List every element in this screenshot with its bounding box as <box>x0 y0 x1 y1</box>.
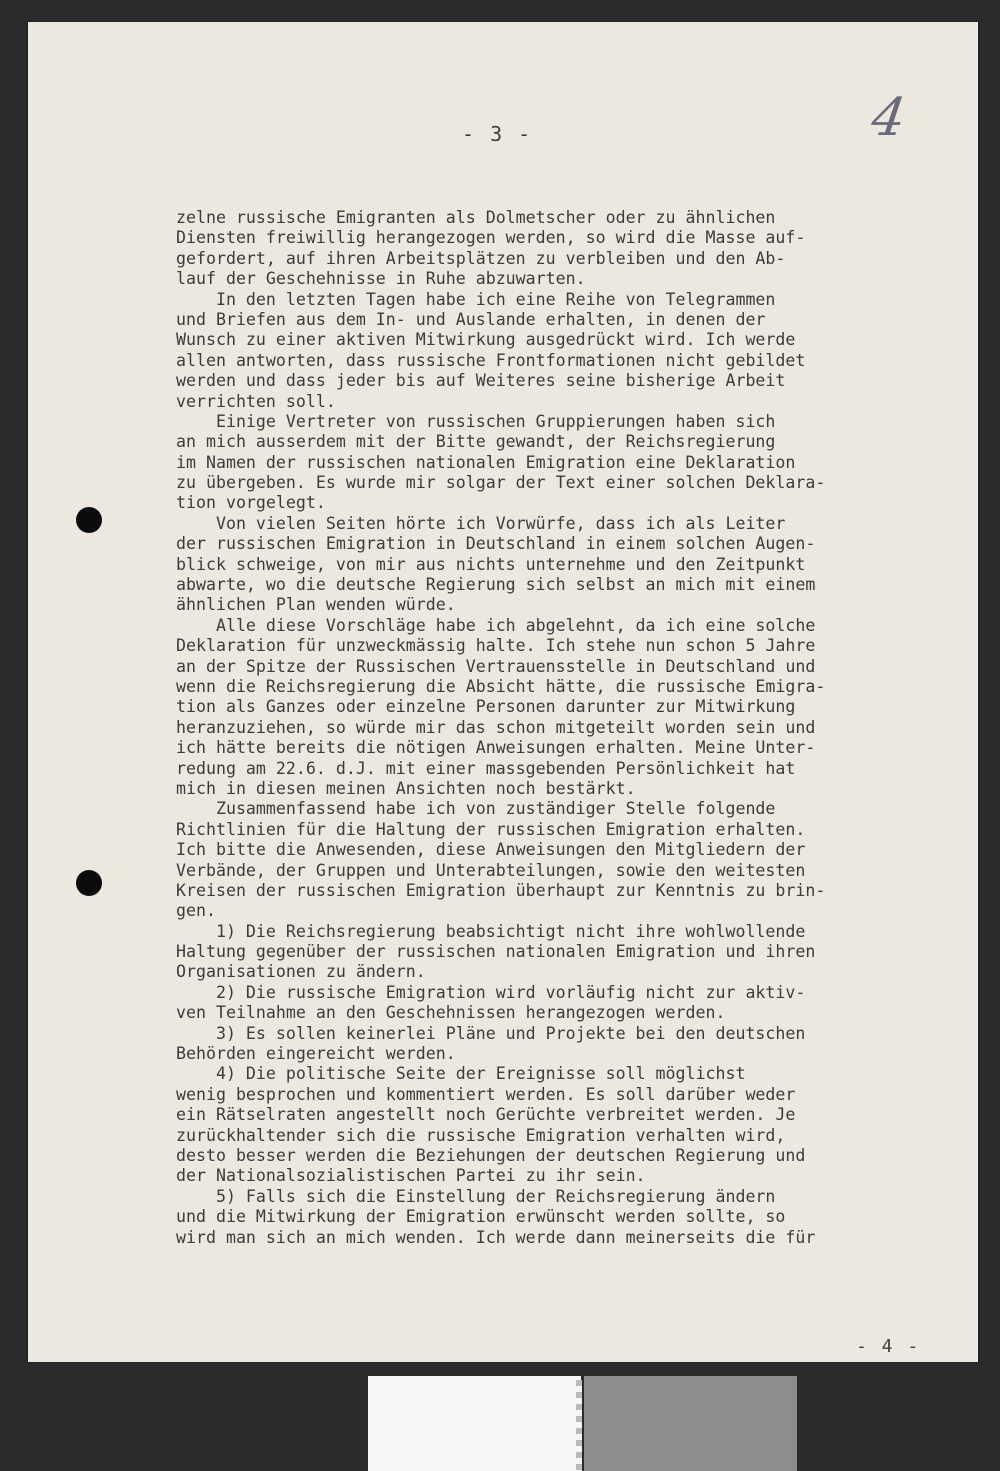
next-page-marker: - 4 - <box>856 1336 921 1357</box>
text-line: ven Teilnahme an den Geschehnissen herangezogen werden. <box>176 1003 726 1023</box>
text-line: an der Spitze der Russischen Vertrauensstelle in Deutschland und <box>176 656 816 676</box>
text-line: Verbände, der Gruppen und Unterabteilungen, sowie den weitesten <box>176 860 806 880</box>
text-line: zurückhaltender sich die russische Emigration verhalten wird, <box>176 1125 786 1145</box>
text-line: Einige Vertreter von russischen Gruppierungen haben sich <box>176 411 776 431</box>
text-line: Diensten freiwillig herangezogen werden, so wird die Masse auf- <box>176 228 806 248</box>
text-line: Behörden eingereicht werden. <box>176 1044 456 1064</box>
text-line: lauf der Geschehnisse in Ruhe abzuwarten. <box>176 269 586 289</box>
text-line: In den letzten Tagen habe ich eine Reihe von Telegrammen <box>176 289 776 309</box>
text-line: gefordert, auf ihren Arbeitsplätzen zu verbleiben und den Ab- <box>176 248 786 268</box>
text-line: Zusammenfassend habe ich von zuständiger Stelle folgende <box>176 799 776 819</box>
text-line: ähnlichen Plan wenden würde. <box>176 595 456 615</box>
text-line: tion vorgelegt. <box>176 493 326 513</box>
text-line: werden und dass jeder bis auf Weiteres seine bisherige Arbeit <box>176 371 786 391</box>
text-line: desto besser werden die Beziehungen der deutschen Regierung und <box>176 1145 806 1165</box>
text-line: an mich ausserdem mit der Bitte gewandt, der Reichsregierung <box>176 432 776 452</box>
text-line: heranzuziehen, so würde mir das schon mitgeteilt worden sein und <box>176 717 816 737</box>
text-line: wenn die Reichsregierung die Absicht hätte, die russische Emigra- <box>176 676 826 696</box>
text-line: im Namen der russischen nationalen Emigration eine Deklaration <box>176 452 796 472</box>
text-line: Kreisen der russischen Emigration überhaupt zur Kenntnis zu brin- <box>176 880 826 900</box>
text-line: tion als Ganzes oder einzelne Personen darunter zur Mitwirkung <box>176 697 796 717</box>
text-line: 1) Die Reichsregierung beabsichtigt nicht ihre wohlwollende <box>176 921 806 941</box>
text-line: Ich bitte die Anwesenden, diese Anweisungen den Mitgliedern der <box>176 840 806 860</box>
text-line: ich hätte bereits die nötigen Anweisungen erhalten. Meine Unter- <box>176 738 816 758</box>
text-line: Deklaration für unzweckmässig halte. Ich stehe nun schon 5 Jahre <box>176 636 816 656</box>
handwritten-folio-number: 4 <box>867 88 910 148</box>
punch-hole-lower <box>76 870 102 896</box>
text-line: wenig besprochen und kommentiert werden. Es soll darüber weder <box>176 1084 796 1104</box>
text-line: 2) Die russische Emigration wird vorläufig nicht zur aktiv- <box>176 982 806 1002</box>
text-line: der Nationalsozialistischen Partei zu ihr sein. <box>176 1166 646 1186</box>
text-line: gen. <box>176 901 216 921</box>
text-line: zelne russische Emigranten als Dolmetscher oder zu ähnlichen <box>176 208 776 227</box>
text-line: ein Rätselraten angestellt noch Gerüchte verbreitet werden. Je <box>176 1105 796 1125</box>
text-line: Organisationen zu ändern. <box>176 962 426 982</box>
calibration-card-divider <box>576 1380 582 1471</box>
text-line: und Briefen aus dem In- und Auslande erhalten, in denen der <box>176 309 766 329</box>
typewritten-body <box>176 208 966 1248</box>
text-line: mich in diesen meinen Ansichten noch bestärkt. <box>176 778 636 798</box>
text-line: zu übergeben. Es wurde mir solgar der Text einer solchen Deklara- <box>176 473 826 493</box>
calibration-card-gray <box>584 1376 797 1471</box>
text-line: 4) Die politische Seite der Ereignisse soll möglichst <box>176 1064 746 1084</box>
text-line: 5) Falls sich die Einstellung der Reichsregierung ändern <box>176 1186 776 1206</box>
text-line: abwarte, wo die deutsche Regierung sich selbst an mich mit einem <box>176 575 816 595</box>
text-line: blick schweige, von mir aus nichts unternehme und den Zeitpunkt <box>176 554 806 574</box>
text-line: wird man sich an mich wenden. Ich werde dann meinerseits die für <box>176 1227 816 1247</box>
text-line: allen antworten, dass russische Frontformationen nicht gebildet <box>176 350 806 370</box>
page-number: - 3 - <box>462 122 533 146</box>
text-line: 3) Es sollen keinerlei Pläne und Projekte bei den deutschen <box>176 1023 806 1043</box>
calibration-card-white <box>368 1376 581 1471</box>
text-line: Haltung gegenüber der russischen nationalen Emigration und ihren <box>176 942 816 962</box>
text-line: Richtlinien für die Haltung der russischen Emigration erhalten. <box>176 819 806 839</box>
text-line: und die Mitwirkung der Emigration erwünscht werden sollte, so <box>176 1207 786 1227</box>
text-line: der russischen Emigration in Deutschland in einem solchen Augen- <box>176 534 816 554</box>
text-line: redung am 22.6. d.J. mit einer massgebenden Persönlichkeit hat <box>176 758 796 778</box>
text-line: Von vielen Seiten hörte ich Vorwürfe, dass ich als Leiter <box>176 513 786 533</box>
text-line: verrichten soll. <box>176 391 336 411</box>
text-line: Alle diese Vorschläge habe ich abgelehnt, da ich eine solche <box>176 615 816 635</box>
punch-hole-upper <box>76 507 102 533</box>
text-line: Wunsch zu einer aktiven Mitwirkung ausgedrückt wird. Ich werde <box>176 330 796 350</box>
